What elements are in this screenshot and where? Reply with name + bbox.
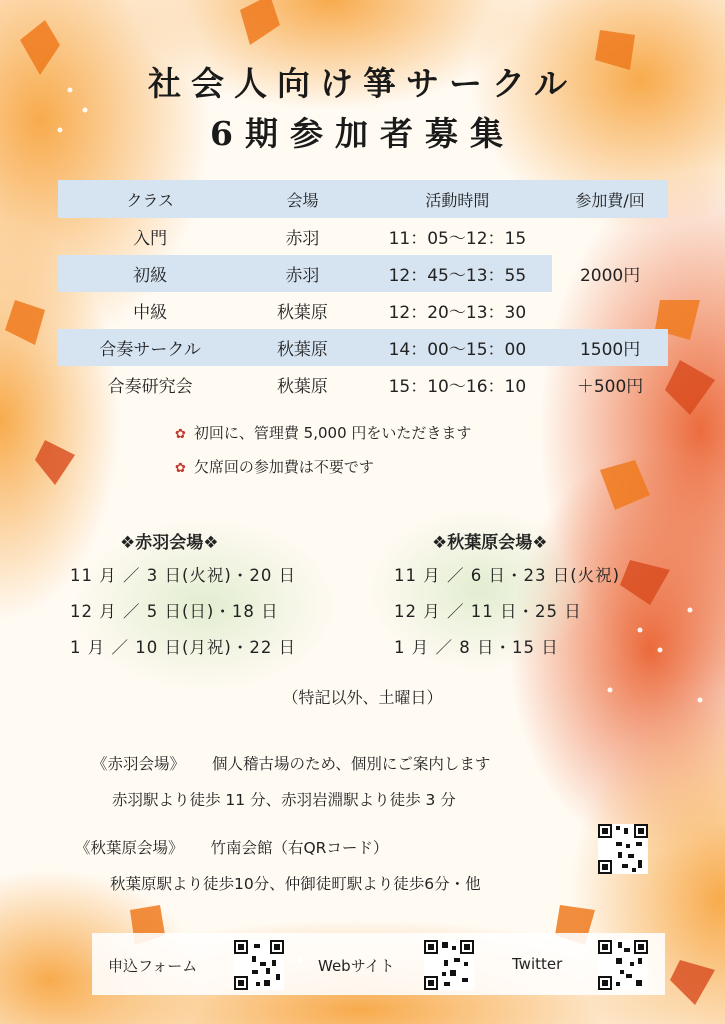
akihabara-date-nov: 11 月 ／ 6 日・23 日(火祝) bbox=[394, 566, 621, 585]
akihabara-date-jan: 1 月 ／ 8 日・15 日 bbox=[394, 638, 559, 657]
class-name: 中級 bbox=[133, 303, 168, 323]
note-text: 初回に、管理費 5,000 円をいただきます bbox=[193, 424, 472, 442]
note-absence bbox=[175, 456, 374, 477]
fee-ensemble: 1500円 bbox=[552, 329, 668, 366]
class-name: 合奏サークル bbox=[58, 329, 242, 366]
twitter-label[interactable]: Twitter bbox=[512, 955, 563, 973]
venue-name: 秋葉原 bbox=[276, 303, 328, 323]
note-management-fee bbox=[175, 422, 471, 443]
venue-name: 赤羽 bbox=[285, 229, 320, 249]
table-row bbox=[58, 366, 668, 403]
qr-code-icon[interactable] bbox=[598, 824, 648, 874]
header-class: クラス bbox=[58, 180, 242, 218]
activity-time: 12：20〜13：30 bbox=[388, 303, 527, 323]
akabane-access-label: 《赤羽会場》 bbox=[92, 755, 186, 773]
akihabara-access-label: 《秋葉原会場》 bbox=[75, 839, 184, 857]
note-text: 欠席回の参加費は不要です bbox=[193, 458, 374, 476]
akabane-date-dec: 12 月 ／ 5 日(日)・18 日 bbox=[70, 602, 279, 621]
akihabara-access bbox=[75, 836, 388, 858]
saturday-note: （特記以外、土曜日） bbox=[282, 688, 443, 707]
class-name: 合奏研究会 bbox=[107, 377, 193, 397]
flower-icon: ✿ bbox=[175, 427, 186, 442]
venue-name: 秋葉原 bbox=[242, 329, 362, 366]
header-time: 活動時間 bbox=[363, 180, 553, 218]
class-name: 初級 bbox=[58, 255, 242, 292]
title-line-1: 社会人向け箏サークル bbox=[147, 64, 577, 103]
class-name: 入門 bbox=[133, 229, 168, 249]
qr-code-graphic bbox=[598, 940, 648, 990]
class-schedule-table bbox=[58, 180, 668, 403]
form-label[interactable]: 申込フォーム bbox=[108, 957, 198, 975]
akihabara-access-text: 竹南会館（右QRコード） bbox=[210, 839, 389, 857]
activity-time: 14：00〜15：00 bbox=[363, 329, 553, 366]
fee-research: ＋500円 bbox=[576, 377, 644, 397]
akabane-heading: ❖赤羽会場❖ bbox=[120, 533, 219, 553]
header-venue: 会場 bbox=[242, 180, 362, 218]
akabane-date-nov: 11 月 ／ 3 日(火祝)・20 日 bbox=[70, 566, 297, 585]
activity-time: 15：10〜16：10 bbox=[388, 377, 527, 397]
qr-code-graphic bbox=[424, 940, 474, 990]
akihabara-dates bbox=[394, 558, 620, 666]
akihabara-heading: ❖秋葉原会場❖ bbox=[432, 533, 548, 553]
activity-time: 12：45〜13：55 bbox=[363, 255, 553, 292]
venue-name: 秋葉原 bbox=[276, 377, 328, 397]
venue-name: 赤羽 bbox=[242, 255, 362, 292]
qr-code-icon[interactable] bbox=[424, 940, 474, 990]
akabane-access bbox=[92, 752, 490, 774]
table-header-row bbox=[58, 180, 668, 218]
akihabara-route: 秋葉原駅より徒歩10分、仲御徒町駅より徒歩6分・他 bbox=[110, 875, 481, 893]
qr-code-graphic bbox=[598, 824, 648, 874]
title-line-2: 6期参加者募集 bbox=[210, 114, 515, 153]
qr-code-graphic bbox=[234, 940, 284, 990]
table-row bbox=[58, 329, 668, 366]
activity-time: 11：05〜12：15 bbox=[388, 229, 527, 249]
header-fee: 参加費/回 bbox=[552, 180, 668, 218]
akihabara-date-dec: 12 月 ／ 11 日・25 日 bbox=[394, 602, 582, 621]
fee-basic: 2000円 bbox=[579, 266, 641, 286]
qr-code-icon[interactable] bbox=[234, 940, 284, 990]
web-label[interactable]: Webサイト bbox=[318, 957, 395, 975]
akabane-access-text: 個人稽古場のため、個別にご案内します bbox=[211, 755, 491, 773]
flower-icon: ✿ bbox=[175, 461, 186, 476]
akabane-dates bbox=[70, 558, 296, 666]
qr-code-icon[interactable] bbox=[598, 940, 648, 990]
akabane-route: 赤羽駅より徒歩 11 分、赤羽岩淵駅より徒歩 3 分 bbox=[112, 791, 456, 809]
akabane-date-jan: 1 月 ／ 10 日(月祝)・22 日 bbox=[70, 638, 297, 657]
table-row bbox=[58, 218, 668, 255]
